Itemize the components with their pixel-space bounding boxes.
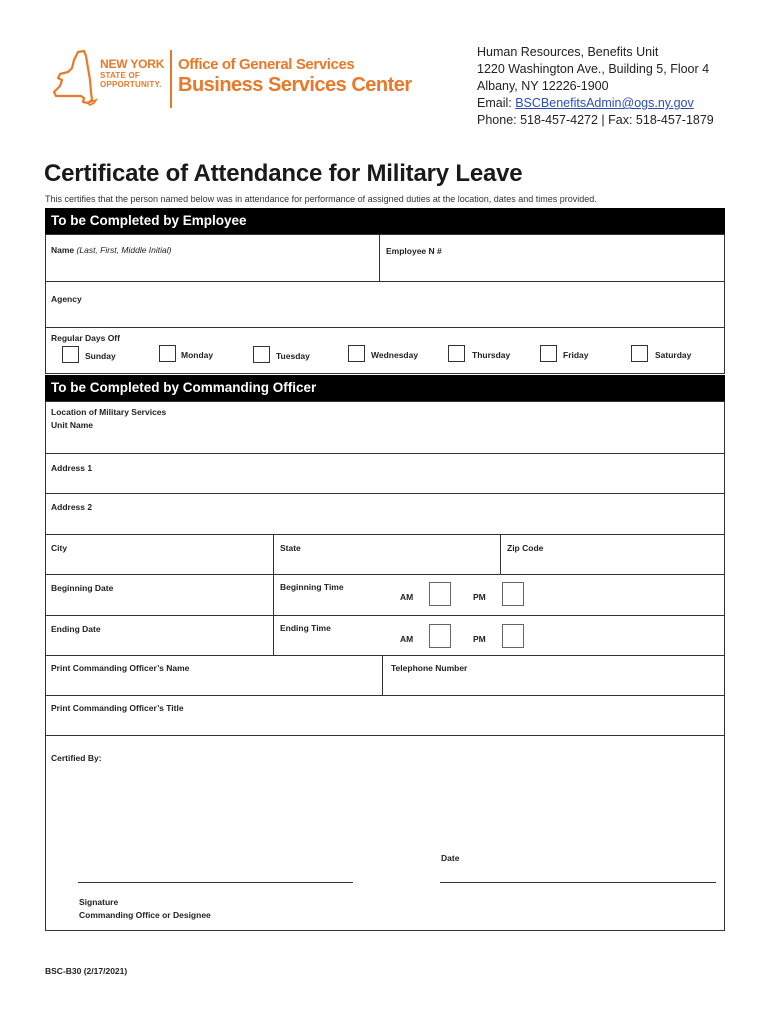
ny-logo-line2: STATE OF — [100, 71, 140, 80]
contact-email-row — [477, 95, 714, 112]
org-name: Office of General Services — [178, 56, 355, 73]
ending-date-label: Ending Date — [51, 624, 101, 634]
ny-logo-text — [100, 58, 164, 89]
logo-divider — [170, 50, 172, 108]
contact-unit: Human Resources, Benefits Unit — [477, 45, 659, 59]
beginning-date-field[interactable] — [45, 574, 274, 616]
saturday-label: Saturday — [655, 350, 692, 360]
ending-pm-box[interactable] — [502, 624, 524, 648]
monday-checkbox[interactable] — [159, 345, 176, 362]
unit-name-field[interactable] — [45, 401, 725, 454]
friday-checkbox[interactable] — [540, 345, 557, 362]
address1-label: Address 1 — [51, 463, 93, 473]
name-label — [51, 245, 171, 255]
contact-address1: 1220 Washington Ave., Building 5, Floor 4 — [477, 62, 710, 76]
co-title-label: Print Commanding Officer’s Title — [51, 703, 184, 713]
signature-line[interactable] — [78, 882, 353, 883]
ending-date-field[interactable] — [45, 615, 274, 656]
ending-time-field[interactable] — [273, 615, 725, 656]
wednesday-label: Wednesday — [371, 350, 419, 360]
state-label: State — [280, 543, 301, 553]
thursday-label: Thursday — [472, 350, 511, 360]
officer-section-header: To be Completed by Commanding Officer — [45, 375, 725, 401]
saturday-checkbox[interactable] — [631, 345, 648, 362]
certification-box — [45, 735, 725, 931]
telephone-field[interactable] — [382, 655, 725, 696]
beginning-date-label: Beginning Date — [51, 583, 114, 593]
name-label-text: Name — [51, 245, 75, 255]
employee-section-header: To be Completed by Employee — [45, 208, 725, 234]
contact-block — [477, 44, 714, 129]
city-label: City — [51, 543, 68, 553]
ending-am-label: AM — [400, 634, 414, 644]
employee-number-label: Employee N # — [386, 246, 442, 256]
signature-label: Signature — [79, 897, 119, 907]
ny-logo-line3: OPPORTUNITY. — [100, 80, 162, 89]
address2-label: Address 2 — [51, 502, 93, 512]
ending-time-label: Ending Time — [280, 623, 331, 633]
ny-state-map-icon — [48, 50, 98, 108]
form-id: BSC-B30 (2/17/2021) — [45, 966, 128, 976]
ending-am-box[interactable] — [429, 624, 451, 648]
page-title: Certificate of Attendance for Military Leave — [44, 160, 523, 187]
contact-address2: Albany, NY 12226-1900 — [477, 79, 609, 93]
thursday-checkbox[interactable] — [448, 345, 465, 362]
beginning-am-box[interactable] — [429, 582, 451, 606]
org-subname: Business Services Center — [178, 74, 412, 96]
ending-pm-label: PM — [473, 634, 486, 644]
unit-name-label: Unit Name — [51, 420, 94, 430]
contact-email-link[interactable]: BSCBenefitsAdmin@ogs.ny.gov — [515, 96, 694, 110]
contact-phone: Phone: 518-457-4272 | Fax: 518-457-1879 — [477, 113, 714, 127]
page-subtitle: This certifies that the person named below was in attendance for performance of assigned duties at the location, dates and times provided. — [45, 194, 597, 204]
sunday-label: Sunday — [85, 351, 116, 361]
zip-label: Zip Code — [507, 543, 544, 553]
co-name-field[interactable] — [45, 655, 383, 696]
agency-label: Agency — [51, 294, 82, 304]
wednesday-checkbox[interactable] — [348, 345, 365, 362]
days-off-label: Regular Days Off — [51, 333, 120, 343]
beginning-am-label: AM — [400, 592, 414, 602]
ny-logo-line1: NEW YORK — [100, 57, 165, 71]
telephone-label: Telephone Number — [391, 663, 468, 673]
friday-label: Friday — [563, 350, 589, 360]
signature-sub-label: Commanding Office or Designee — [79, 910, 211, 920]
co-title-field[interactable] — [45, 695, 725, 736]
beginning-pm-label: PM — [473, 592, 486, 602]
state-field[interactable] — [273, 534, 501, 575]
name-hint: (Last, First, Middle Initial) — [76, 245, 172, 255]
zip-field[interactable] — [500, 534, 725, 575]
beginning-pm-box[interactable] — [502, 582, 524, 606]
address1-field[interactable] — [45, 453, 725, 494]
beginning-time-field[interactable] — [273, 574, 725, 616]
city-field[interactable] — [45, 534, 274, 575]
address2-field[interactable] — [45, 493, 725, 535]
contact-email-label: Email: — [477, 96, 516, 110]
tuesday-label: Tuesday — [276, 351, 310, 361]
location-label: Location of Military Services — [51, 407, 167, 417]
name-field[interactable] — [45, 234, 380, 282]
sunday-checkbox[interactable] — [62, 346, 79, 363]
monday-label: Monday — [181, 350, 214, 360]
tuesday-checkbox[interactable] — [253, 346, 270, 363]
certified-by-label: Certified By: — [51, 753, 102, 763]
beginning-time-label: Beginning Time — [280, 582, 344, 592]
date-line[interactable] — [440, 882, 716, 883]
co-name-label: Print Commanding Officer’s Name — [51, 663, 190, 673]
date-label: Date — [441, 853, 460, 863]
agency-field[interactable] — [45, 281, 725, 328]
employee-number-field[interactable] — [379, 234, 725, 282]
